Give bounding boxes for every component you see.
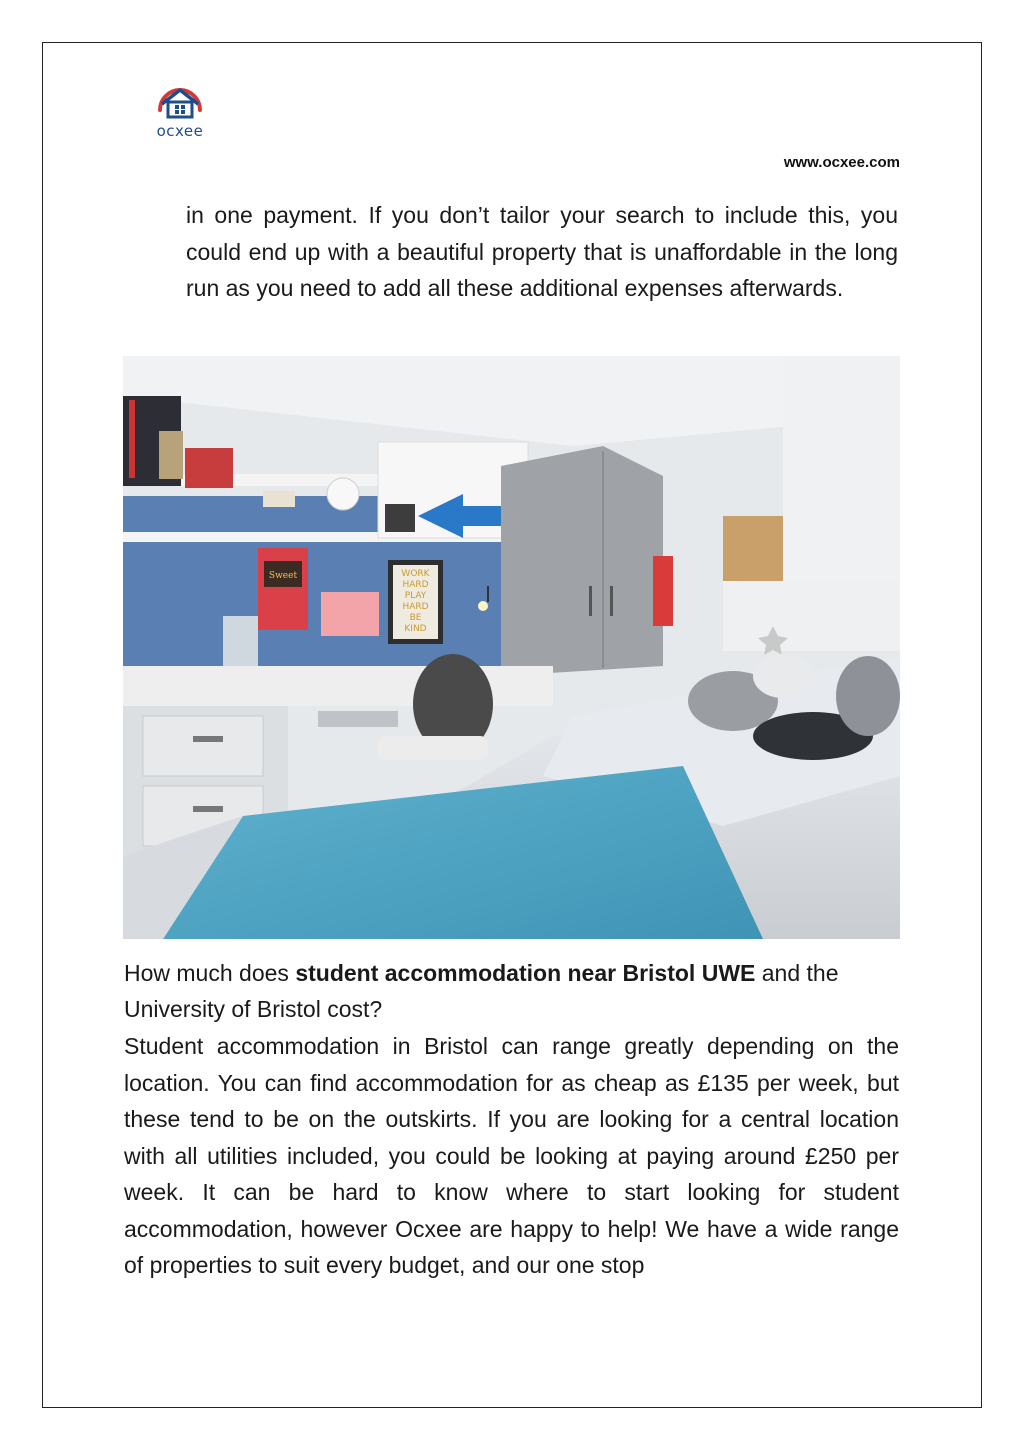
body-paragraph: Student accommodation in Bristol can range greatly depending on the location. You can find accommodation for as cheap as £135 per week, but these tend to be on the outskirts. If you are looking for a central location with all utilities included, you could be looking at paying around £250 per week. It can be hard to know where to start looking for student accommodation, however Ocxee are happy to help! We have a wide range of properties to suit every budget, and our one stop [124, 1033, 899, 1278]
svg-text:KIND [404, 624, 426, 634]
sign-line-5: BE [409, 613, 422, 623]
sign-line-4: HARD [402, 602, 429, 612]
sign-line-1: WORK [401, 569, 430, 579]
brand-name: ocxee [156, 122, 204, 140]
house-logo-icon [152, 80, 208, 120]
svg-text:WORK [401, 569, 430, 579]
heading-link[interactable]: student accommodation near Bristol UWE [295, 960, 756, 986]
svg-text:Sweet [269, 571, 298, 581]
sign-line-3: PLAY [404, 591, 427, 601]
section-heading [124, 955, 899, 1027]
sign-line-2: HARD [402, 580, 429, 590]
brand-logo [145, 80, 215, 150]
heading-post: and the University of Bristol cost? [124, 960, 839, 1022]
svg-text:PLAY [405, 591, 427, 601]
heading-pre: How much does [124, 960, 296, 986]
svg-text:HARD [402, 580, 428, 590]
site-url[interactable]: www.ocxee.com [783, 154, 900, 171]
svg-text:HARD [402, 602, 428, 612]
svg-text:BE [410, 613, 422, 623]
poster-text: Sweet [268, 571, 298, 581]
sign-line-6: KIND [404, 624, 427, 634]
bedroom-photo [123, 356, 900, 939]
intro-paragraph: in one payment. If you don’t tailor your search to include this, you could end up with a beautiful property that is unaffordable in the long run as you need to add all these additional expenses afterwards. [186, 202, 898, 301]
